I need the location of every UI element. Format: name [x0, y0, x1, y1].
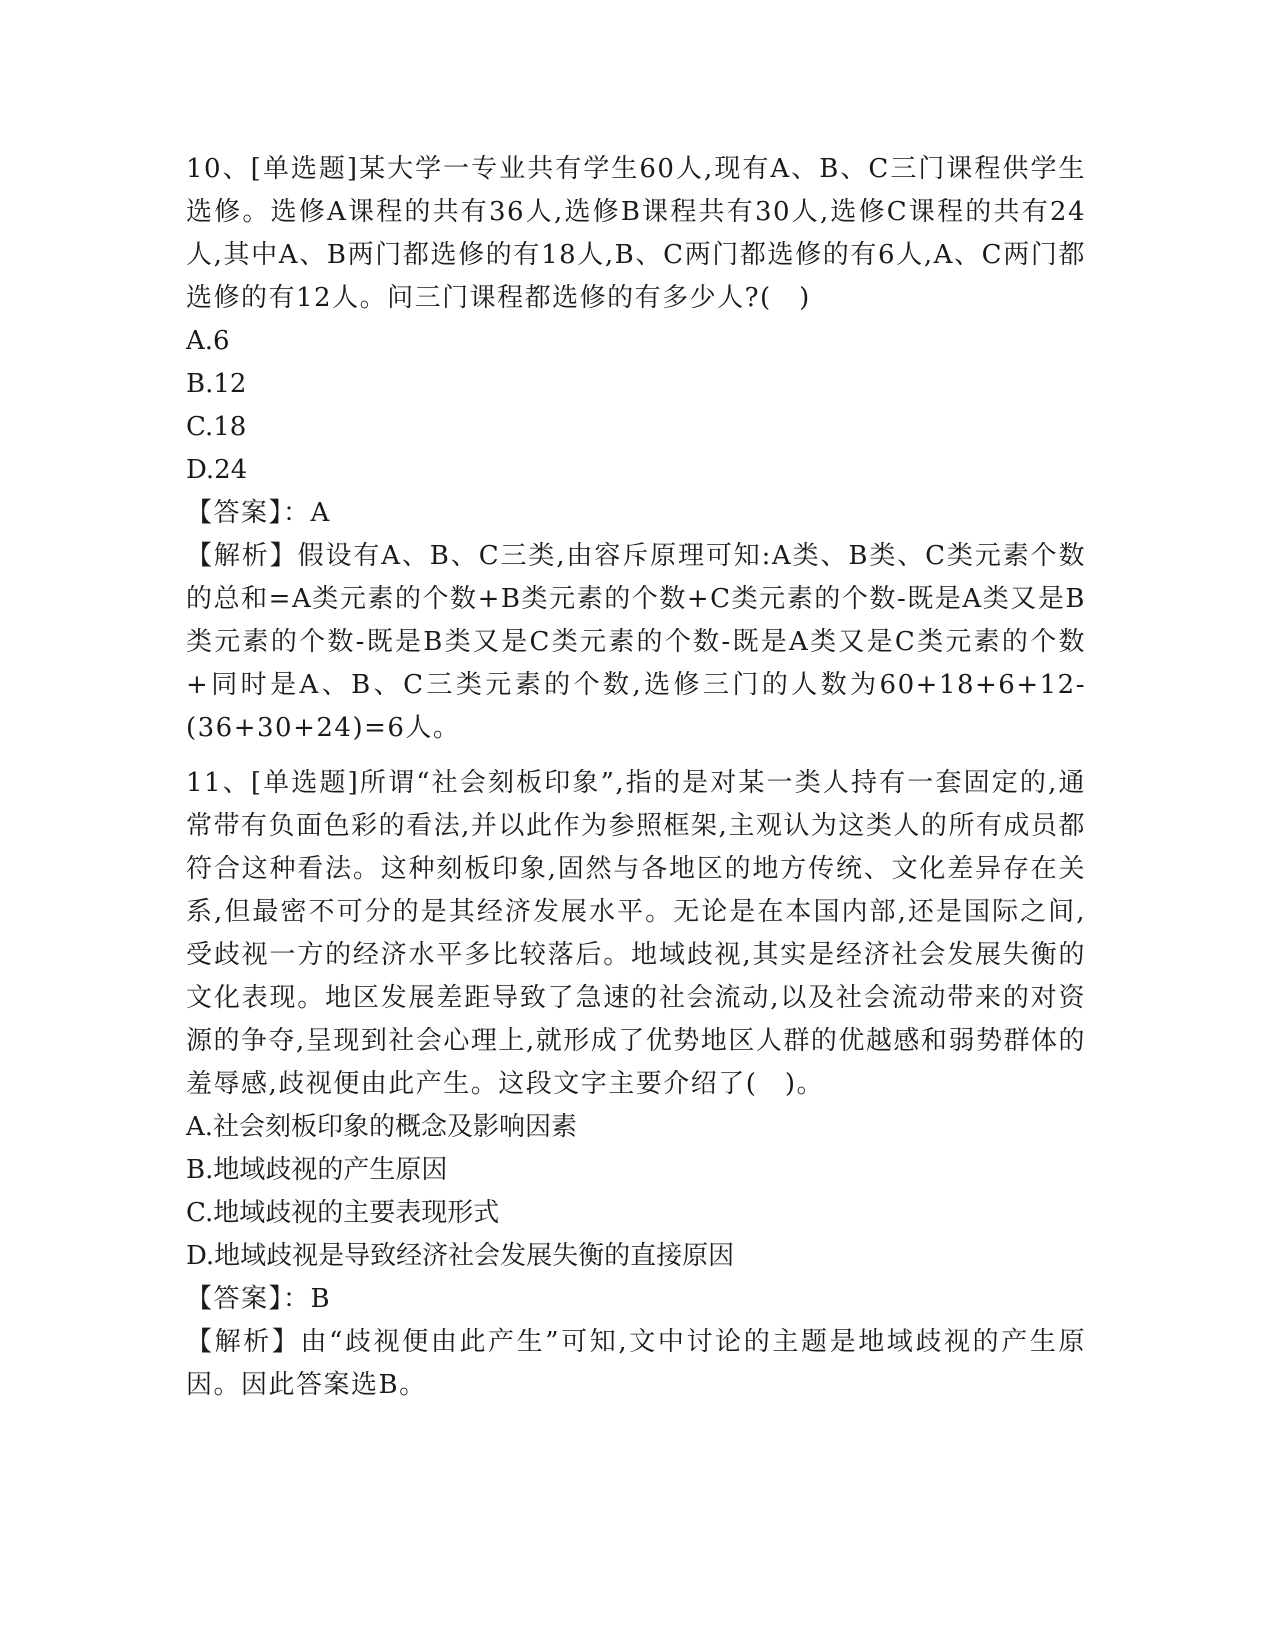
option-d: D.24	[186, 455, 248, 485]
option-a: A.社会刻板印象的概念及影响因素	[186, 1112, 578, 1142]
question-11	[186, 762, 1086, 1407]
answer-label: 【答案】	[186, 1284, 284, 1314]
analysis-label: 【解析】	[186, 541, 298, 571]
answer-line	[186, 1278, 1086, 1321]
answer-value: A	[310, 498, 331, 528]
option-d: D.地域歧视是导致经济社会发展失衡的直接原因	[186, 1241, 735, 1271]
answer-value: B	[310, 1284, 332, 1314]
analysis-text: 由“歧视便由此产生”可知,文中讨论的主题是地域歧视的产生原因。因此答案选B。	[186, 1327, 1086, 1400]
document-page	[186, 148, 1086, 1407]
option-c: C.18	[186, 412, 247, 442]
answer-line	[186, 492, 1086, 535]
option-c: C.地域歧视的主要表现形式	[186, 1198, 500, 1228]
option-b: B.地域歧视的产生原因	[186, 1155, 448, 1185]
answer-separator: ：	[283, 498, 311, 528]
analysis-label: 【解析】	[186, 1327, 301, 1357]
question-10	[186, 148, 1086, 750]
answer-separator: ：	[283, 1284, 311, 1314]
answer-label: 【答案】	[186, 498, 284, 528]
analysis-block	[186, 535, 1086, 750]
option-a: A.6	[186, 326, 230, 356]
analysis-text: 假设有A、B、C三类,由容斥原理可知:A类、B类、C类元素个数的总和=A类元素的个数+B类元素的个数+C类元素的个数-既是A类又是B类元素的个数-既是B类又是C类元素的个数-既是A类又是C类元素的个数+同时是A、B、C三类元素的个数,选修三门的人数为60+18+6+12-(36+30+24)=6人。	[186, 541, 1086, 743]
option-b: B.12	[186, 369, 247, 399]
question-stem: 11、[单选题]所谓“社会刻板印象”,指的是对某一类人持有一套固定的,通常带有负面色彩的看法,并以此作为参照框架,主观认为这类人的所有成员都符合这种看法。这种刻板印象,固然与各地区的地方传统、文化差异存在关系,但最密不可分的是其经济发展水平。无论是在本国内部,还是国际之间,受歧视一方的经济水平多比较落后。地域歧视,其实是经济社会发展失衡的文化表现。地区发展差距导致了急速的社会流动,以及社会流动带来的对资源的争夺,呈现到社会心理上,就形成了优势地区人群的优越感和弱势群体的羞辱感,歧视便由此产生。这段文字主要介绍了( )。	[186, 768, 1086, 1099]
analysis-block	[186, 1321, 1086, 1407]
question-stem: 10、[单选题]某大学一专业共有学生60人,现有A、B、C三门课程供学生选修。选修A课程的共有36人,选修B课程共有30人,选修C课程的共有24人,其中A、B两门都选修的有18人,B、C两门都选修的有6人,A、C两门都选修的有12人。问三门课程都选修的有多少人?( )	[186, 154, 1086, 313]
